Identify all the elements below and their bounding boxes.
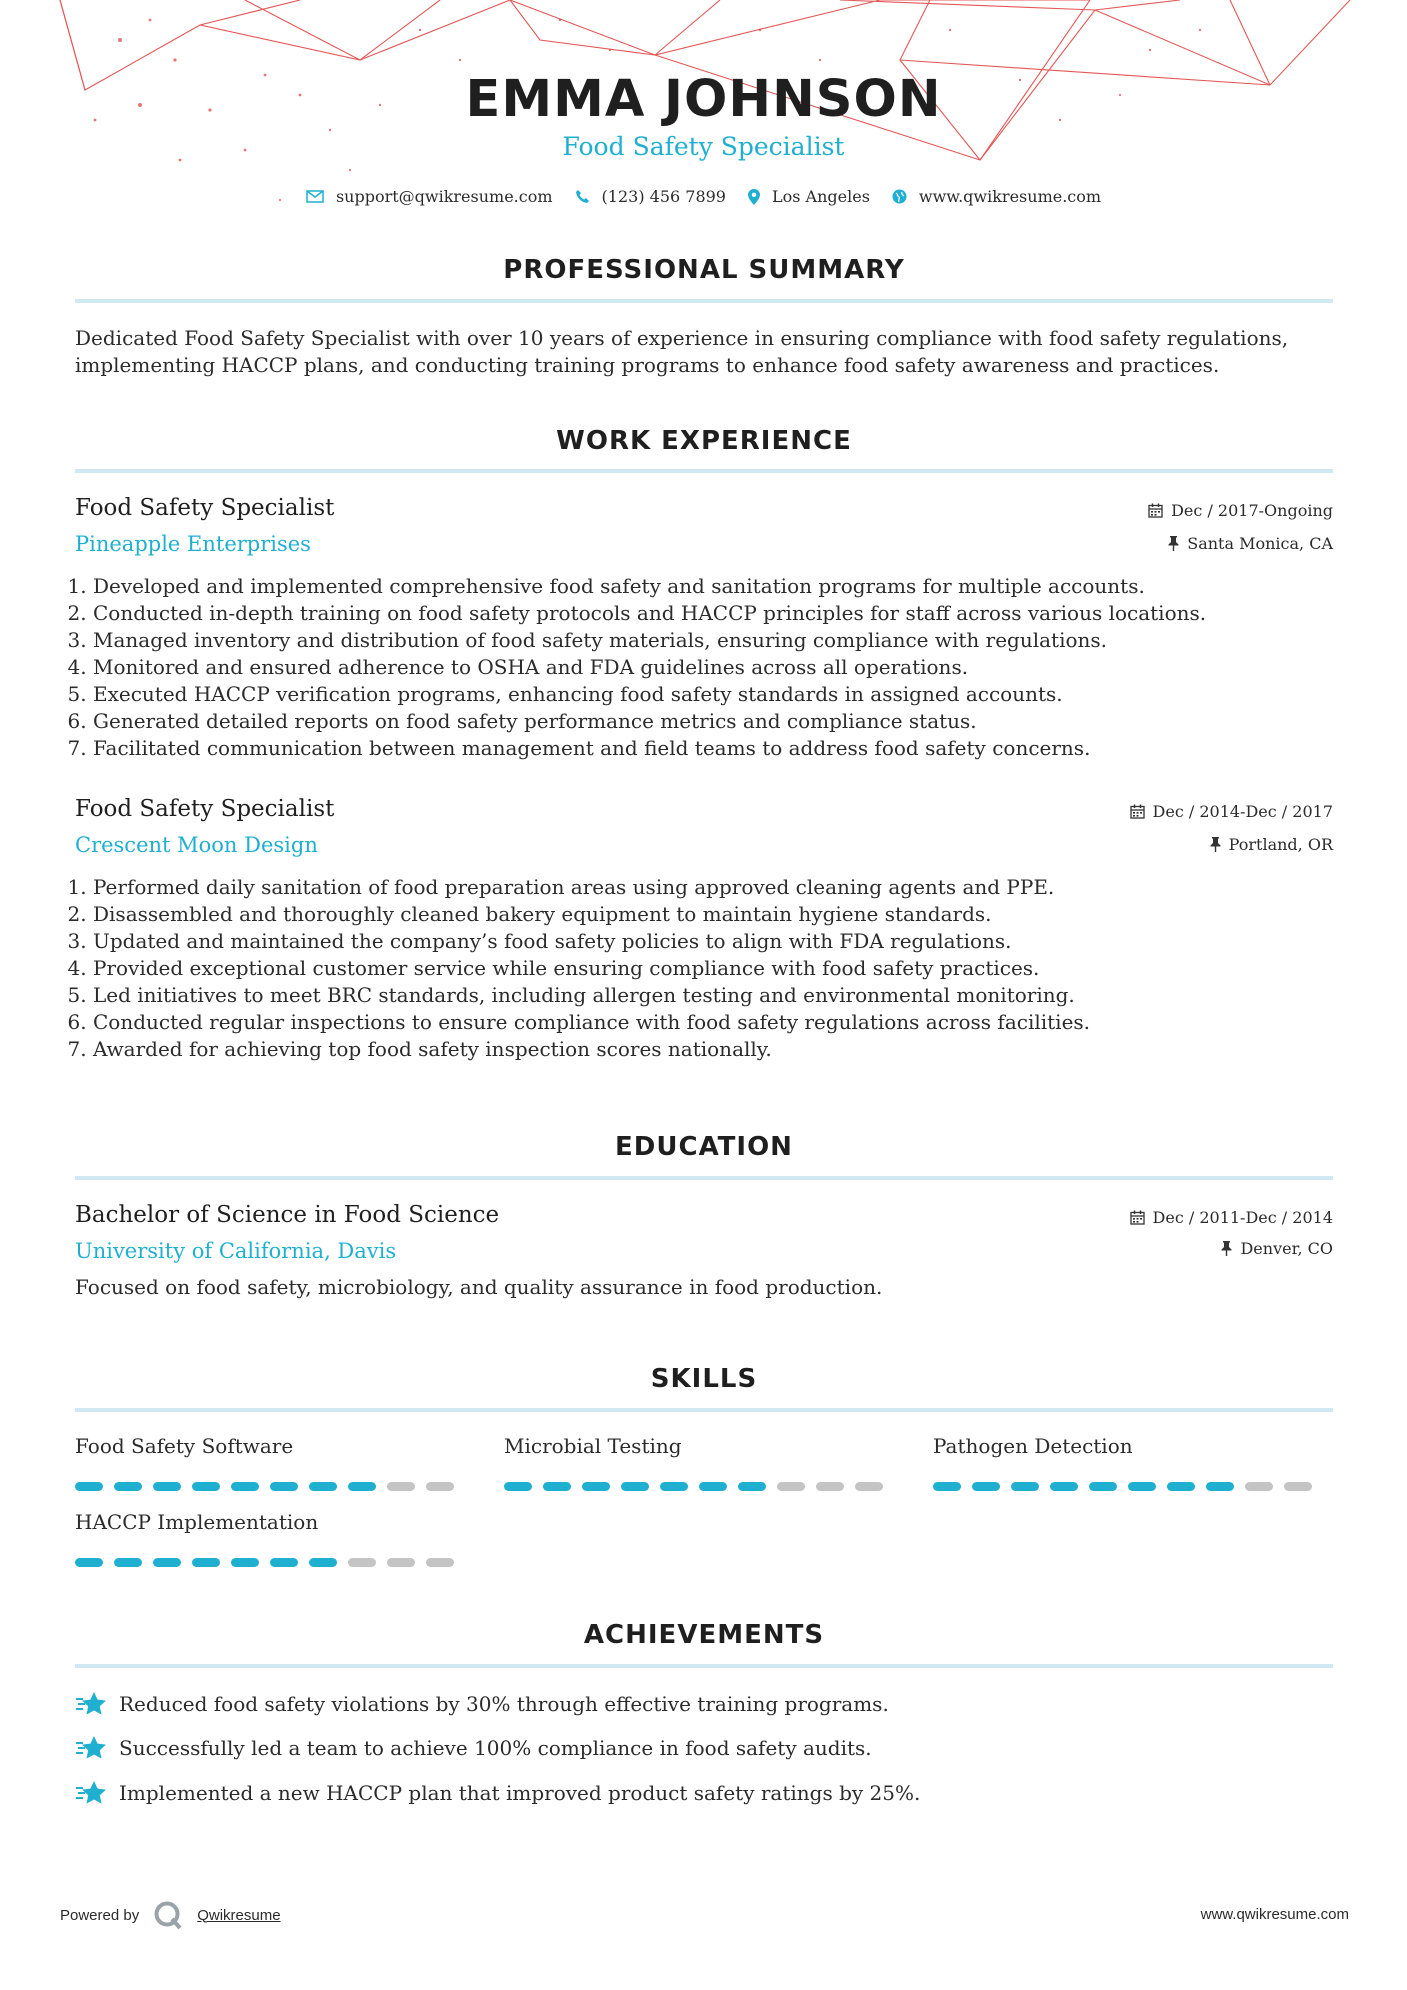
job-duty: 1. Performed daily sanitation of food preparation areas using approved cleaning agents and PPE.	[93, 874, 1090, 901]
skill-dash-filled	[309, 1558, 337, 1567]
skill-dash-filled	[348, 1482, 376, 1491]
job-title: Food Safety Specialist	[75, 796, 335, 822]
skill-dash-filled	[231, 1482, 259, 1491]
skill-dash-empty	[387, 1558, 415, 1567]
skill-dash-filled	[1128, 1482, 1156, 1491]
star-badge-icon	[75, 1734, 107, 1762]
star-badge-icon	[75, 1690, 107, 1718]
skill-dash-empty	[426, 1558, 454, 1567]
skill-dash-filled	[972, 1482, 1000, 1491]
skill-dash-empty	[1245, 1482, 1273, 1491]
contact-phone-text: (123) 456 7899	[601, 187, 726, 206]
skill-dash-empty	[816, 1482, 844, 1491]
skill-dash-filled	[153, 1558, 181, 1567]
skill-dash-filled	[1011, 1482, 1039, 1491]
globe-icon	[892, 189, 907, 204]
summary-heading: PROFESSIONAL SUMMARY	[503, 255, 905, 285]
skill-dash-empty	[1284, 1482, 1312, 1491]
skill-dash-filled	[231, 1558, 259, 1567]
skill-dash-filled	[504, 1482, 532, 1491]
achievement-text: Successfully led a team to achieve 100% compliance in food safety audits.	[119, 1736, 872, 1760]
star-badge-icon	[75, 1779, 107, 1807]
job-duties-list	[75, 573, 1206, 762]
skill-dash-filled	[1167, 1482, 1195, 1491]
job-location	[1210, 835, 1333, 854]
achievement-text: Reduced food safety violations by 30% through effective training programs.	[119, 1692, 889, 1716]
phone-icon	[575, 189, 590, 204]
job-duty: 3. Managed inventory and distribution of food safety materials, ensuring compliance with regulations.	[93, 627, 1206, 654]
skill-dash-filled	[582, 1482, 610, 1491]
contact-website[interactable]	[892, 187, 1101, 206]
pushpin-icon	[1221, 1241, 1232, 1256]
job-date-text: Dec / 2014-Dec / 2017	[1152, 802, 1333, 821]
skill-dash-filled	[270, 1558, 298, 1567]
education-location-text: Denver, CO	[1240, 1239, 1333, 1258]
job-duty: 3. Updated and maintained the company’s food safety policies to align with FDA regulations.	[93, 928, 1090, 955]
job-location-text: Santa Monica, CA	[1187, 534, 1333, 553]
contact-location-text: Los Angeles	[771, 187, 870, 206]
qwikresume-link[interactable]: Qwikresume	[197, 1906, 281, 1924]
job-location-text: Portland, OR	[1228, 835, 1333, 854]
job-entry	[75, 796, 1333, 1066]
skill-name: Pathogen Detection	[933, 1434, 1133, 1458]
contact-phone[interactable]	[575, 187, 726, 206]
school-name: University of California, Davis	[75, 1239, 397, 1263]
job-duty: 5. Executed HACCP verification programs, enhancing food safety standards in assigned accounts.	[93, 681, 1206, 708]
skill-dash-filled	[933, 1482, 961, 1491]
skill-dash-empty	[855, 1482, 883, 1491]
skill-level-meter	[75, 1558, 465, 1567]
job-duty: 2. Disassembled and thoroughly cleaned bakery equipment to maintain hygiene standards.	[93, 901, 1090, 928]
skill-item	[75, 1510, 465, 1567]
section-divider	[75, 1176, 1333, 1180]
job-company: Crescent Moon Design	[75, 833, 318, 857]
calendar-icon	[1148, 503, 1163, 518]
job-duty: 6. Generated detailed reports on food safety performance metrics and compliance status.	[93, 708, 1206, 735]
skill-dash-filled	[114, 1558, 142, 1567]
skill-dash-filled	[153, 1482, 181, 1491]
skill-dash-filled	[1050, 1482, 1078, 1491]
section-divider	[75, 1664, 1333, 1668]
envelope-icon	[306, 190, 324, 203]
achievement-text: Implemented a new HACCP plan that improved product safety ratings by 25%.	[119, 1781, 921, 1805]
skill-dash-filled	[738, 1482, 766, 1491]
skill-level-meter	[504, 1482, 894, 1491]
skill-dash-empty	[426, 1482, 454, 1491]
skill-name: Microbial Testing	[504, 1434, 682, 1458]
achievement-item	[75, 1690, 1333, 1718]
skill-dash-filled	[192, 1558, 220, 1567]
skill-dash-filled	[1089, 1482, 1117, 1491]
skill-dash-filled	[543, 1482, 571, 1491]
job-date-text: Dec / 2017-Ongoing	[1171, 501, 1333, 520]
education-description: Focused on food safety, microbiology, and quality assurance in food production.	[75, 1275, 883, 1299]
education-heading: EDUCATION	[615, 1132, 793, 1162]
powered-by-label: Powered by	[60, 1906, 140, 1924]
skills-heading: SKILLS	[650, 1364, 758, 1394]
contact-location	[748, 187, 870, 206]
skill-dash-filled	[192, 1482, 220, 1491]
job-duty: 5. Led initiatives to meet BRC standards, including allergen testing and environmental monitoring.	[93, 982, 1090, 1009]
job-duty: 2. Conducted in-depth training on food safety protocols and HACCP principles for staff across various locations.	[93, 600, 1206, 627]
job-duty: 7. Facilitated communication between management and field teams to address food safety concerns.	[93, 735, 1206, 762]
qwikresume-logo-icon	[153, 1900, 183, 1930]
skill-item	[933, 1434, 1323, 1491]
pushpin-icon	[1210, 837, 1221, 852]
achievement-item	[75, 1779, 1333, 1807]
achievement-item	[75, 1734, 1333, 1762]
contact-website-text: www.qwikresume.com	[918, 187, 1102, 206]
experience-heading: WORK EXPERIENCE	[556, 426, 852, 456]
skill-dash-filled	[309, 1482, 337, 1491]
skill-dash-filled	[270, 1482, 298, 1491]
skill-level-meter	[75, 1482, 465, 1491]
summary-text: Dedicated Food Safety Specialist with over 10 years of experience in ensuring compliance with food safety regulations, implementing HACCP plans, and conducting training programs to enhance food safety awareness and practices.	[75, 326, 1289, 377]
skill-item	[504, 1434, 894, 1491]
contact-email[interactable]	[306, 187, 553, 206]
job-date	[1130, 802, 1333, 821]
skill-dash-empty	[777, 1482, 805, 1491]
skill-item	[75, 1434, 465, 1491]
skill-dash-filled	[660, 1482, 688, 1491]
job-duty: 1. Developed and implemented comprehensive food safety and sanitation programs for multiple accounts.	[93, 573, 1206, 600]
candidate-role: Food Safety Specialist	[562, 132, 845, 161]
pushpin-icon	[1168, 536, 1179, 551]
degree-title: Bachelor of Science in Food Science	[75, 1202, 500, 1228]
job-duty: 7. Awarded for achieving top food safety inspection scores nationally.	[93, 1036, 1090, 1063]
footer-url[interactable]: www.qwikresume.com	[1200, 1906, 1349, 1923]
skill-dash-filled	[75, 1558, 103, 1567]
education-entry	[75, 1202, 1333, 1312]
job-location	[1168, 534, 1333, 553]
job-entry	[75, 495, 1333, 765]
job-duties-list	[75, 874, 1090, 1063]
skill-dash-filled	[1206, 1482, 1234, 1491]
education-date-text: Dec / 2011-Dec / 2014	[1152, 1208, 1333, 1227]
contact-row	[0, 187, 1407, 206]
skill-name: HACCP Implementation	[75, 1510, 319, 1534]
achievements-heading: ACHIEVEMENTS	[583, 1620, 825, 1650]
contact-email-text: support@qwikresume.com	[335, 187, 553, 206]
calendar-icon	[1130, 1210, 1145, 1225]
skill-dash-filled	[621, 1482, 649, 1491]
skill-dash-empty	[348, 1558, 376, 1567]
job-title: Food Safety Specialist	[75, 495, 335, 521]
map-pin-icon	[748, 189, 760, 205]
section-divider	[75, 299, 1333, 303]
calendar-icon	[1130, 804, 1145, 819]
skill-level-meter	[933, 1482, 1323, 1491]
job-duty: 4. Provided exceptional customer service while ensuring compliance with food safety practices.	[93, 955, 1090, 982]
section-divider	[75, 469, 1333, 473]
job-duty: 4. Monitored and ensured adherence to OSHA and FDA guidelines across all operations.	[93, 654, 1206, 681]
footer-branding	[60, 1900, 281, 1930]
job-company: Pineapple Enterprises	[75, 532, 311, 556]
job-duty: 6. Conducted regular inspections to ensure compliance with food safety regulations across facilities.	[93, 1009, 1090, 1036]
skill-dash-filled	[699, 1482, 727, 1491]
section-divider	[75, 1408, 1333, 1412]
education-date	[1130, 1208, 1333, 1227]
candidate-name: EMMA JOHNSON	[465, 70, 942, 129]
skill-name: Food Safety Software	[75, 1434, 294, 1458]
skill-dash-filled	[114, 1482, 142, 1491]
skill-dash-filled	[75, 1482, 103, 1491]
job-date	[1148, 501, 1333, 520]
skill-dash-empty	[387, 1482, 415, 1491]
education-location	[1221, 1239, 1333, 1258]
